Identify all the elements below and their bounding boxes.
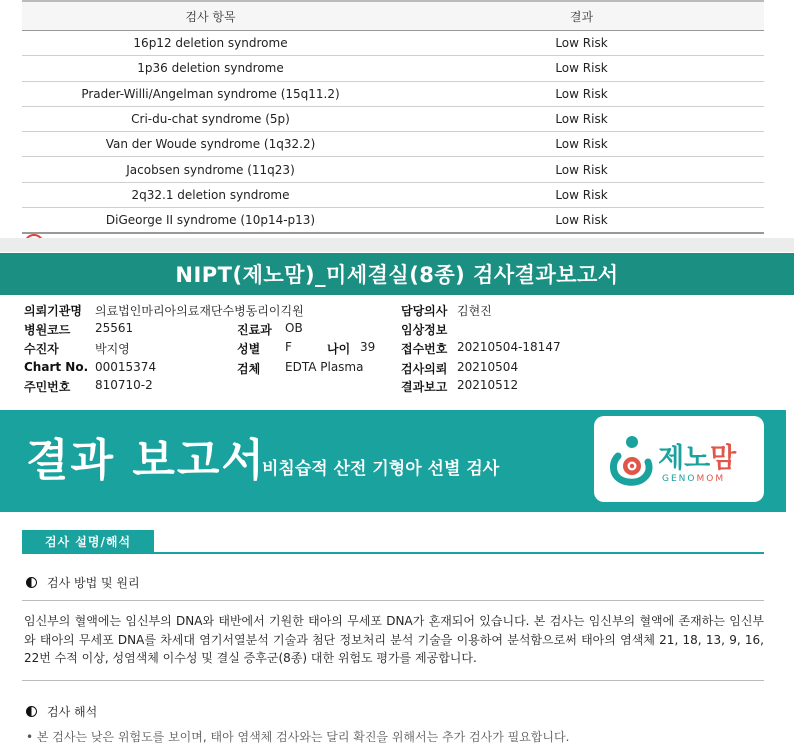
result-cell: Low Risk <box>399 56 764 81</box>
chart-no-label: Chart No. <box>24 360 89 374</box>
logo-sub-main: GENO <box>662 474 697 484</box>
interpretation-text: • 본 검사는 낮은 위험도를 보이며, 태아 염색체 검사와는 달리 확진을 위해서는 추가 검사가 필요합니다. <box>26 730 570 744</box>
result-cell: Low Risk <box>399 182 764 207</box>
result-cell: Low Risk <box>399 157 764 182</box>
age-label: 나이 <box>327 342 351 356</box>
resident-no-value: 810710-2 <box>95 378 153 392</box>
patient-value: 박지영 <box>95 342 130 356</box>
result-cell: Low Risk <box>399 81 764 106</box>
chart-no-value: 00015374 <box>95 360 157 374</box>
table-row <box>22 106 764 131</box>
table-row <box>22 208 764 234</box>
half-circle-icon <box>26 706 37 717</box>
method-heading-text: 검사 방법 및 원리 <box>47 576 140 590</box>
logo-subtext <box>662 474 725 484</box>
institution-value: 의료법인마리아의료재단수병동리이긱원 <box>95 304 304 318</box>
interpretation-heading <box>26 703 97 720</box>
doctor-label: 담당의사 <box>401 304 448 318</box>
doctor-value: 김현진 <box>457 304 492 318</box>
hospital-code-value: 25561 <box>95 321 134 335</box>
logo-sub-accent: MOM <box>696 474 726 484</box>
banner-subtitle: 비침습적 산전 기형아 선별 검사 <box>262 459 500 479</box>
test-item-cell: DiGeorge II syndrome (10p14-p13) <box>22 208 399 234</box>
table-row <box>22 56 764 81</box>
result-cell: Low Risk <box>399 31 764 56</box>
info-row <box>24 321 774 339</box>
sex-value: F <box>285 340 292 354</box>
divider <box>22 680 764 681</box>
specimen-value: EDTA Plasma <box>285 360 364 374</box>
results-table <box>22 0 764 234</box>
test-item-cell: 16p12 deletion syndrome <box>22 31 399 56</box>
report-title-bar <box>0 253 794 295</box>
results-table-container <box>22 0 764 234</box>
sex-label: 성별 <box>237 342 261 356</box>
header-result: 결과 <box>399 1 764 31</box>
info-row <box>24 378 774 396</box>
test-item-cell: 1p36 deletion syndrome <box>22 56 399 81</box>
half-circle-icon <box>26 577 37 588</box>
table-row <box>22 182 764 207</box>
department-value: OB <box>285 321 303 335</box>
receipt-value: 20210504-18147 <box>457 340 561 354</box>
header-test-item: 검사 항목 <box>22 1 399 31</box>
age-value: 39 <box>360 340 376 354</box>
clinical-info-label: 임상정보 <box>401 323 448 337</box>
table-row <box>22 132 764 157</box>
result-cell: Low Risk <box>399 106 764 131</box>
report-title: NIPT(제노맘)_미세결실(8종) 검사결과보고서 <box>175 263 619 287</box>
test-item-cell: Cri-du-chat syndrome (5p) <box>22 106 399 131</box>
section-tab: 검사 설명/해석 <box>22 530 154 553</box>
logo-text-accent: 맘 <box>710 443 737 474</box>
table-row <box>22 81 764 106</box>
info-row <box>24 340 774 358</box>
resident-no-label: 주민번호 <box>24 380 71 394</box>
section-divider <box>22 552 764 554</box>
receipt-label: 접수번호 <box>401 342 448 356</box>
hospital-code-label: 병원코드 <box>24 323 71 337</box>
info-row <box>24 302 774 320</box>
method-heading <box>26 574 140 591</box>
genomom-logo <box>594 416 764 502</box>
test-item-cell: 2q32.1 deletion syndrome <box>22 182 399 207</box>
specimen-label: 검체 <box>237 362 261 376</box>
patient-label: 수진자 <box>24 342 59 356</box>
table-header-row <box>22 1 764 31</box>
test-item-cell: Jacobsen syndrome (11q23) <box>22 157 399 182</box>
department-label: 진료과 <box>237 323 272 337</box>
logo-text-main: 제노 <box>658 443 711 474</box>
genomom-logo-icon <box>608 434 656 486</box>
result-cell: Low Risk <box>399 132 764 157</box>
result-cell: Low Risk <box>399 208 764 234</box>
result-report-banner <box>0 410 786 512</box>
report-date-label: 결과보고 <box>401 380 448 394</box>
request-date-value: 20210504 <box>457 360 519 374</box>
divider <box>22 600 764 601</box>
table-row <box>22 157 764 182</box>
table-row <box>22 31 764 56</box>
report-date-value: 20210512 <box>457 378 519 392</box>
request-date-label: 검사의뢰 <box>401 362 448 376</box>
page-gap <box>0 238 794 252</box>
interpretation-heading-text: 검사 해석 <box>47 705 98 719</box>
banner-title: 결과 보고서 <box>26 435 266 486</box>
logo-text <box>658 436 736 475</box>
method-paragraph: 임신부의 혈액에는 임신부의 DNA와 태반에서 기원한 태아의 무세포 DNA가 혼재되어 있습니다. 본 검사는 임신부의 혈액에 존재하는 임신부와 태아의 무세포 DNA를 차세대 염기서열분석 기술과 첨단 정보처리 분석 기술을 이용하여 분석함으로써 태아의 염색체 21, 18, 13, 9, 16, 22번 수적 이상, 성염색체 이수성 및 결실 증후군(8종) 대한 위험도 평가를 제공합니다. <box>24 614 764 665</box>
info-row <box>24 360 774 378</box>
institution-label: 의뢰기관명 <box>24 304 82 318</box>
test-item-cell: Van der Woude syndrome (1q32.2) <box>22 132 399 157</box>
test-item-cell: Prader-Willi/Angelman syndrome (15q11.2) <box>22 81 399 106</box>
